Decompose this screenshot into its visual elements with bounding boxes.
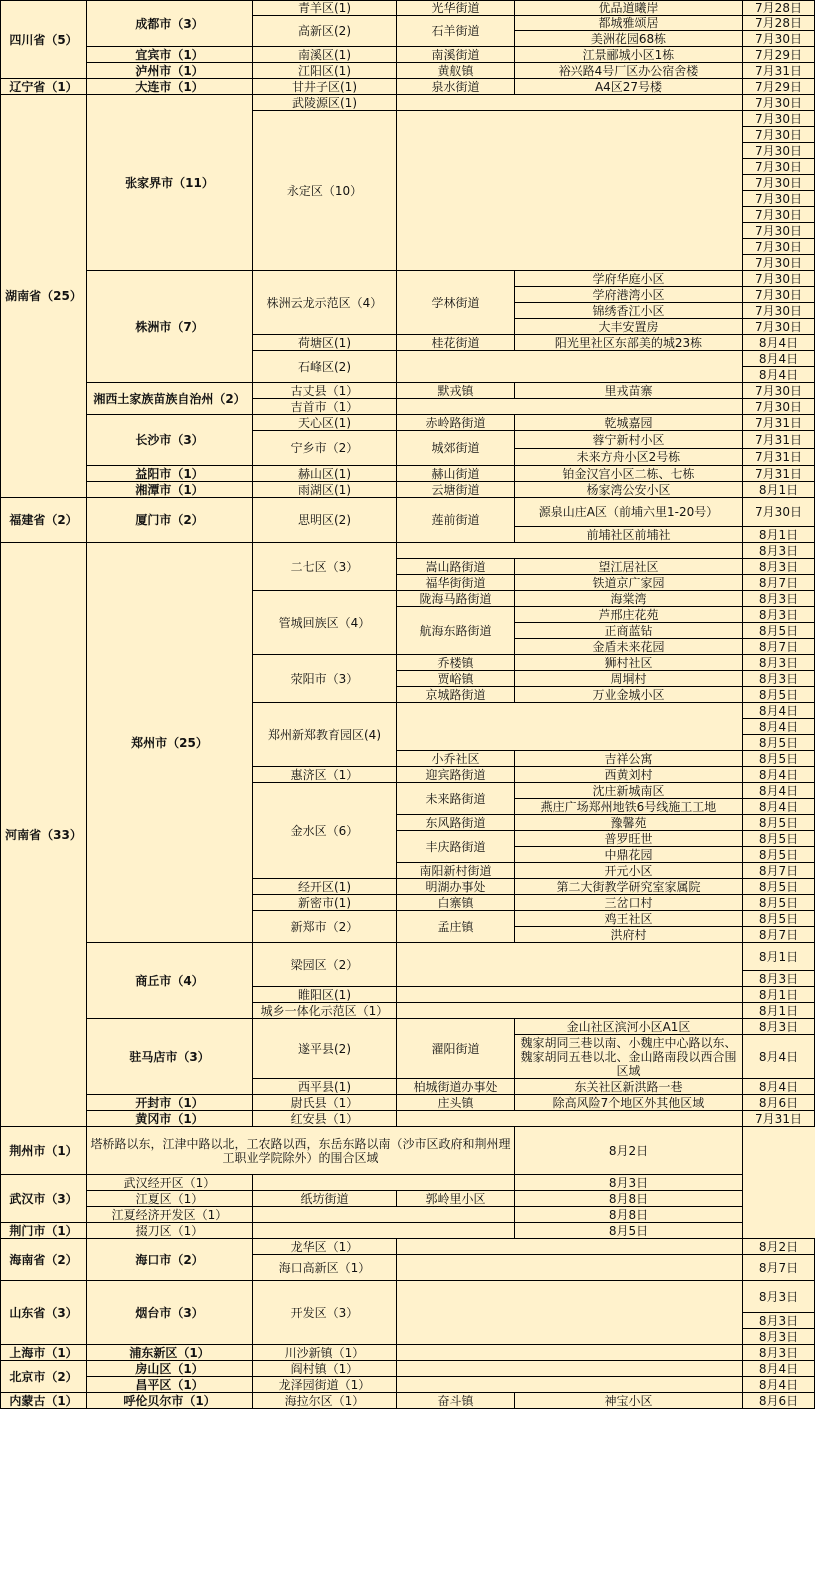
- date-cell: 8月3日: [743, 607, 815, 623]
- community-cell: 豫馨苑: [515, 815, 743, 831]
- date-cell: 8月6日: [743, 1095, 815, 1111]
- date-cell: 8月6日: [743, 1393, 815, 1409]
- community-cell: 神宝小区: [515, 1393, 743, 1409]
- district-cell: 塔桥路以东，江津中路以北，工农路以西，东岳东路以南（沙市区政府和荆州理工职业学院除外）的围合区域: [87, 1127, 515, 1175]
- community-cell: 三岔口村: [515, 895, 743, 911]
- date-cell: 8月7日: [743, 575, 815, 591]
- date-cell: 7月30日: [743, 239, 815, 255]
- street-cell: 贾峪镇: [397, 671, 515, 687]
- street-cell: 默戎镇: [397, 383, 515, 399]
- date-cell: 7月30日: [743, 95, 815, 111]
- street-cell: 莲前街道: [397, 498, 515, 543]
- street-cell: [253, 1223, 515, 1239]
- community-cell: 金山社区滨河小区A1区: [515, 1019, 743, 1035]
- date-cell: 8月8日: [515, 1191, 743, 1207]
- table-row: [1, 543, 815, 559]
- city-cell: 张家界市（11）: [87, 95, 253, 271]
- table-row: [1, 63, 815, 79]
- district-cell: 高新区(2): [253, 16, 397, 47]
- district-cell: 管城回族区（4）: [253, 591, 397, 655]
- street-cell: 嵩山路街道: [397, 559, 515, 575]
- district-cell: 天心区(1): [253, 415, 397, 431]
- district-cell: 吉首市（1）: [253, 399, 397, 415]
- date-cell: 7月30日: [743, 111, 815, 127]
- city-cell: 房山区（1）: [87, 1361, 253, 1377]
- date-cell: 8月3日: [743, 1345, 815, 1361]
- community-cell: 大丰安置房: [515, 319, 743, 335]
- city-cell: 荆门市（1）: [1, 1223, 87, 1239]
- table-row: [1, 1361, 815, 1377]
- city-cell: 株洲市（7）: [87, 271, 253, 383]
- street-cell: 纸坊街道: [253, 1191, 397, 1207]
- community-cell: 中鼎花园: [515, 847, 743, 863]
- city-cell: 宜宾市（1）: [87, 47, 253, 63]
- city-cell: 开封市（1）: [87, 1095, 253, 1111]
- district-cell: 城乡一体化示范区（1）: [253, 1003, 397, 1019]
- table-row: [1, 1095, 815, 1111]
- city-cell: 烟台市（3）: [87, 1281, 253, 1345]
- community-cell: 乾城嘉园: [515, 415, 743, 431]
- city-cell: 驻马店市（3）: [87, 1019, 253, 1095]
- date-cell: 7月30日: [743, 498, 815, 527]
- street-cell: [397, 987, 743, 1003]
- community-cell: 铁道京广家园: [515, 575, 743, 591]
- date-cell: 8月2日: [743, 1239, 815, 1255]
- street-cell: 石羊街道: [397, 16, 515, 47]
- city-cell: 成都市（3）: [87, 1, 253, 47]
- date-cell: 8月1日: [743, 527, 815, 543]
- date-cell: 8月4日: [743, 799, 815, 815]
- city-cell: 湘西土家族苗族自治州（2）: [87, 383, 253, 415]
- date-cell: 8月4日: [743, 335, 815, 351]
- table-row: [1, 1111, 815, 1127]
- district-cell: 二七区（3）: [253, 543, 397, 591]
- street-cell: 小乔社区: [397, 751, 515, 767]
- date-cell: 8月3日: [743, 591, 815, 607]
- table-row: [1, 498, 815, 527]
- community-cell: 郭岭里小区: [397, 1191, 515, 1207]
- date-cell: 8月5日: [743, 879, 815, 895]
- date-cell: 8月3日: [743, 1281, 815, 1313]
- community-cell: 普罗旺世: [515, 831, 743, 847]
- district-cell: 武汉经开区（1）: [87, 1175, 253, 1191]
- city-cell: 黄冈市（1）: [87, 1111, 253, 1127]
- community-cell: 江景郦城小区1栋: [515, 47, 743, 63]
- community-cell: 优品道曦岸: [515, 1, 743, 16]
- street-cell: [397, 1111, 743, 1127]
- community-cell: 美洲花园68栋: [515, 31, 743, 47]
- date-cell: 8月1日: [743, 1003, 815, 1019]
- community-cell: 都城雅颂居: [515, 16, 743, 31]
- date-cell: 8月5日: [743, 735, 815, 751]
- street-cell: 奋斗镇: [397, 1393, 515, 1409]
- street-cell: [397, 399, 743, 415]
- date-cell: 7月30日: [743, 255, 815, 271]
- date-cell: 7月30日: [743, 223, 815, 239]
- table-row: [1, 1393, 815, 1409]
- date-cell: 7月30日: [743, 175, 815, 191]
- street-cell: 泉水街道: [397, 79, 515, 95]
- street-cell: [397, 111, 743, 271]
- street-cell: 白寨镇: [397, 895, 515, 911]
- date-cell: 7月30日: [743, 159, 815, 175]
- street-cell: 学林街道: [397, 271, 515, 335]
- district-cell: 尉氏县（1）: [253, 1095, 397, 1111]
- district-cell: 赫山区(1): [253, 466, 397, 482]
- date-cell: 8月7日: [743, 863, 815, 879]
- date-cell: 8月8日: [515, 1207, 743, 1223]
- province-cell: 河南省（33）: [1, 543, 87, 1127]
- street-cell: [397, 1361, 743, 1377]
- community-cell: 周垌村: [515, 671, 743, 687]
- date-cell: 8月3日: [515, 1175, 743, 1191]
- district-cell: 武陵源区(1): [253, 95, 397, 111]
- date-cell: 8月3日: [743, 543, 815, 559]
- street-cell: [397, 1377, 743, 1393]
- community-cell: 海棠湾: [515, 591, 743, 607]
- date-cell: 7月30日: [743, 303, 815, 319]
- street-cell: 丰庆路街道: [397, 831, 515, 863]
- district-cell: 江夏区（1）: [87, 1191, 253, 1207]
- date-cell: 8月4日: [743, 351, 815, 367]
- community-cell: 万业金城小区: [515, 687, 743, 703]
- street-cell: 南溪街道: [397, 47, 515, 63]
- date-cell: 8月3日: [743, 1019, 815, 1035]
- city-cell: 郑州市（25）: [87, 543, 253, 943]
- province-cell: 上海市（1）: [1, 1345, 87, 1361]
- district-cell: 郑州新郑教育园区(4): [253, 703, 397, 767]
- district-cell: 雨湖区(1): [253, 482, 397, 498]
- street-cell: 迎宾路街道: [397, 767, 515, 783]
- district-cell: 思明区(2): [253, 498, 397, 543]
- street-cell: 未来路街道: [397, 783, 515, 815]
- date-cell: 8月4日: [743, 719, 815, 735]
- city-cell: 海口市（2）: [87, 1239, 253, 1281]
- street-cell: [397, 543, 743, 559]
- district-cell: 掇刀区（1）: [87, 1223, 253, 1239]
- street-cell: [397, 1239, 743, 1255]
- district-cell: 荥阳市（3）: [253, 655, 397, 703]
- community-cell: 望江居社区: [515, 559, 743, 575]
- district-cell: 南溪区(1): [253, 47, 397, 63]
- district-cell: 青羊区(1): [253, 1, 397, 16]
- city-cell: 湘潭市（1）: [87, 482, 253, 498]
- date-cell: 7月31日: [743, 63, 815, 79]
- date-cell: 8月5日: [743, 687, 815, 703]
- table-row: [1, 1127, 815, 1175]
- date-cell: 8月4日: [743, 783, 815, 799]
- community-cell: 除高风险7个地区外其他区域: [515, 1095, 743, 1111]
- city-cell: 荆州市（1）: [1, 1127, 87, 1175]
- date-cell: 8月7日: [743, 1255, 815, 1281]
- province-cell: 山东省（3）: [1, 1281, 87, 1345]
- date-cell: 8月5日: [743, 847, 815, 863]
- community-cell: 学府华庭小区: [515, 271, 743, 287]
- date-cell: 7月28日: [743, 16, 815, 31]
- city-cell: 益阳市（1）: [87, 466, 253, 482]
- street-cell: 南阳新村街道: [397, 863, 515, 879]
- community-cell: 燕庄广场郑州地铁6号线施工工地: [515, 799, 743, 815]
- community-cell: 狮村社区: [515, 655, 743, 671]
- district-cell: 阎村镇（1）: [253, 1361, 397, 1377]
- street-cell: 京城路街道: [397, 687, 515, 703]
- date-cell: 7月31日: [743, 415, 815, 431]
- date-cell: 7月30日: [743, 31, 815, 47]
- street-cell: [397, 703, 743, 751]
- district-cell: 江阳区(1): [253, 63, 397, 79]
- street-cell: [397, 95, 743, 111]
- date-cell: 8月1日: [743, 987, 815, 1003]
- table-row: [1, 79, 815, 95]
- street-cell: 孟庄镇: [397, 911, 515, 943]
- street-cell: 光华街道: [397, 1, 515, 16]
- district-cell: 西平县(1): [253, 1079, 397, 1095]
- district-cell: 株洲云龙示范区（4）: [253, 271, 397, 335]
- date-cell: 8月4日: [743, 1361, 815, 1377]
- community-cell: 鸡王社区: [515, 911, 743, 927]
- street-cell: [397, 943, 743, 987]
- table-row: [1, 383, 815, 399]
- date-cell: 8月4日: [743, 367, 815, 383]
- table-row: [1, 95, 815, 111]
- community-cell: 里戎苗寨: [515, 383, 743, 399]
- date-cell: 8月5日: [743, 623, 815, 639]
- street-cell: [397, 1255, 743, 1281]
- date-cell: 8月5日: [743, 895, 815, 911]
- community-cell: 洪府村: [515, 927, 743, 943]
- date-cell: 7月30日: [743, 319, 815, 335]
- street-cell: [397, 1003, 743, 1019]
- city-cell: 武汉市（3）: [1, 1175, 87, 1223]
- street-cell: 桂花街道: [397, 335, 515, 351]
- table-row: [1, 1223, 815, 1239]
- table-row: [1, 415, 815, 431]
- table-row: [1, 271, 815, 287]
- street-cell: 陇海马路街道: [397, 591, 515, 607]
- date-cell: 8月4日: [743, 1377, 815, 1393]
- date-cell: 7月31日: [743, 1111, 815, 1127]
- province-cell: 内蒙古（1）: [1, 1393, 87, 1409]
- community-cell: 沈庄新城南区: [515, 783, 743, 799]
- date-cell: 7月30日: [743, 127, 815, 143]
- district-cell: 红安县（1）: [253, 1111, 397, 1127]
- district-cell: 龙华区（1）: [253, 1239, 397, 1255]
- date-cell: 7月30日: [743, 287, 815, 303]
- community-cell: 开元小区: [515, 863, 743, 879]
- street-cell: 福华街街道: [397, 575, 515, 591]
- street-cell: [397, 1345, 743, 1361]
- province-cell: 海南省（2）: [1, 1239, 87, 1281]
- street-cell: 赫山街道: [397, 466, 515, 482]
- table-row: [1, 47, 815, 63]
- date-cell: 8月5日: [743, 831, 815, 847]
- date-cell: 8月4日: [743, 703, 815, 719]
- date-cell: 8月7日: [743, 927, 815, 943]
- table-row: [1, 1377, 815, 1393]
- street-cell: 明湖办事处: [397, 879, 515, 895]
- district-cell: 永定区（10）: [253, 111, 397, 271]
- district-cell: 新密市(1): [253, 895, 397, 911]
- date-cell: 7月29日: [743, 47, 815, 63]
- date-cell: 8月5日: [515, 1223, 743, 1239]
- street-cell: [397, 1281, 743, 1345]
- city-cell: 泸州市（1）: [87, 63, 253, 79]
- table-row: [1, 482, 815, 498]
- date-cell: 7月30日: [743, 271, 815, 287]
- date-cell: 8月4日: [743, 1035, 815, 1079]
- table-row: [1, 1191, 815, 1207]
- date-cell: 7月30日: [743, 191, 815, 207]
- street-cell: 柏城街道办事处: [397, 1079, 515, 1095]
- district-cell: 金水区（6）: [253, 783, 397, 879]
- city-cell: 昌平区（1）: [87, 1377, 253, 1393]
- street-cell: 黄舣镇: [397, 63, 515, 79]
- community-cell: 未来方舟小区2号栋: [515, 449, 743, 466]
- table-row: [1, 943, 815, 971]
- community-cell: 锦绣香江小区: [515, 303, 743, 319]
- date-cell: 8月2日: [515, 1127, 743, 1175]
- city-cell: 呼伦贝尔市（1）: [87, 1393, 253, 1409]
- city-cell: 大连市（1）: [87, 79, 253, 95]
- date-cell: 7月30日: [743, 399, 815, 415]
- community-cell: 阳光里社区东部美的城23栋: [515, 335, 743, 351]
- community-cell: 蓉宁新村小区: [515, 431, 743, 449]
- date-cell: 8月5日: [743, 751, 815, 767]
- district-cell: 石峰区(2): [253, 351, 397, 383]
- district-cell: 遂平县(2): [253, 1019, 397, 1079]
- city-cell: 商丘市（4）: [87, 943, 253, 1019]
- date-cell: 7月31日: [743, 466, 815, 482]
- date-cell: 8月5日: [743, 911, 815, 927]
- district-cell: 新郑市（2）: [253, 911, 397, 943]
- street-cell: [397, 351, 743, 383]
- province-cell: 四川省（5）: [1, 1, 87, 79]
- community-cell: 学府港湾小区: [515, 287, 743, 303]
- street-cell: 庄头镇: [397, 1095, 515, 1111]
- province-cell: 辽宁省（1）: [1, 79, 87, 95]
- community-cell: 东关社区新洪路一巷: [515, 1079, 743, 1095]
- table-row: [1, 1, 815, 16]
- community-cell: 芦邢庄花苑: [515, 607, 743, 623]
- date-cell: 7月30日: [743, 143, 815, 159]
- table-row: [1, 1281, 815, 1313]
- province-cell: 湖南省（25）: [1, 95, 87, 498]
- date-cell: 8月1日: [743, 943, 815, 971]
- district-cell: 海口高新区（1）: [253, 1255, 397, 1281]
- community-cell: 西黄刘村: [515, 767, 743, 783]
- date-cell: 8月3日: [743, 655, 815, 671]
- district-cell: 龙泽园街道（1）: [253, 1377, 397, 1393]
- community-cell: A4区27号楼: [515, 79, 743, 95]
- city-cell: 长沙市（3）: [87, 415, 253, 466]
- district-cell: 甘井子区(1): [253, 79, 397, 95]
- community-cell: 金盾未来花园: [515, 639, 743, 655]
- community-cell: 吉祥公寓: [515, 751, 743, 767]
- street-cell: 东风路街道: [397, 815, 515, 831]
- date-cell: 8月3日: [743, 1313, 815, 1329]
- province-cell: 福建省（2）: [1, 498, 87, 543]
- table-row: [1, 466, 815, 482]
- district-cell: 惠济区（1）: [253, 767, 397, 783]
- community-cell: 铂金汉宫小区二栋、七栋: [515, 466, 743, 482]
- street-cell: 城郊街道: [397, 431, 515, 466]
- district-cell: 梁园区（2）: [253, 943, 397, 987]
- street-cell: 航海东路街道: [397, 607, 515, 655]
- street-cell: 云塘街道: [397, 482, 515, 498]
- district-cell: 睢阳区(1): [253, 987, 397, 1003]
- community-cell: 第二大街教学研究室家属院: [515, 879, 743, 895]
- district-cell: 江夏经济开发区（1）: [87, 1207, 253, 1223]
- date-cell: 8月3日: [743, 559, 815, 575]
- street-cell: 乔楼镇: [397, 655, 515, 671]
- district-cell: 古丈县（1）: [253, 383, 397, 399]
- date-cell: 8月3日: [743, 671, 815, 687]
- street-cell: [253, 1175, 515, 1191]
- date-cell: 8月5日: [743, 815, 815, 831]
- district-cell: 宁乡市（2）: [253, 431, 397, 466]
- community-cell: 魏家胡同三巷以南、小魏庄中心路以东、魏家胡同五巷以北、金山路南段以西合围区域: [515, 1035, 743, 1079]
- community-cell: 前埔社区前埔社: [515, 527, 743, 543]
- district-cell: 川沙新镇（1）: [253, 1345, 397, 1361]
- district-cell: 经开区(1): [253, 879, 397, 895]
- community-cell: 正商蓝钻: [515, 623, 743, 639]
- city-cell: 浦东新区（1）: [87, 1345, 253, 1361]
- street-cell: 濯阳街道: [397, 1019, 515, 1079]
- table-row: [1, 1345, 815, 1361]
- province-cell: 北京市（2）: [1, 1361, 87, 1393]
- date-cell: 8月3日: [743, 1329, 815, 1345]
- date-cell: 7月30日: [743, 207, 815, 223]
- street-cell: [253, 1207, 515, 1223]
- date-cell: 8月4日: [743, 1079, 815, 1095]
- city-cell: 厦门市（2）: [87, 498, 253, 543]
- table-row: [1, 1175, 815, 1191]
- date-cell: 8月3日: [743, 971, 815, 987]
- date-cell: 8月7日: [743, 639, 815, 655]
- district-cell: 海拉尔区（1）: [253, 1393, 397, 1409]
- community-cell: 裕兴路4号厂区办公宿舍楼: [515, 63, 743, 79]
- community-cell: 源泉山庄A区（前埔六里1-20号）: [515, 498, 743, 527]
- district-cell: 荷塘区(1): [253, 335, 397, 351]
- district-cell: 开发区（3）: [253, 1281, 397, 1345]
- date-cell: 8月1日: [743, 482, 815, 498]
- date-cell: 7月29日: [743, 79, 815, 95]
- date-cell: 7月30日: [743, 383, 815, 399]
- table-row: [1, 1239, 815, 1255]
- date-cell: 7月31日: [743, 431, 815, 449]
- community-cell: 杨家湾公安小区: [515, 482, 743, 498]
- date-cell: 7月28日: [743, 1, 815, 16]
- table-row: [1, 1019, 815, 1035]
- table-row: [1, 1207, 815, 1223]
- street-cell: 赤岭路街道: [397, 415, 515, 431]
- date-cell: 7月31日: [743, 449, 815, 466]
- date-cell: 8月4日: [743, 767, 815, 783]
